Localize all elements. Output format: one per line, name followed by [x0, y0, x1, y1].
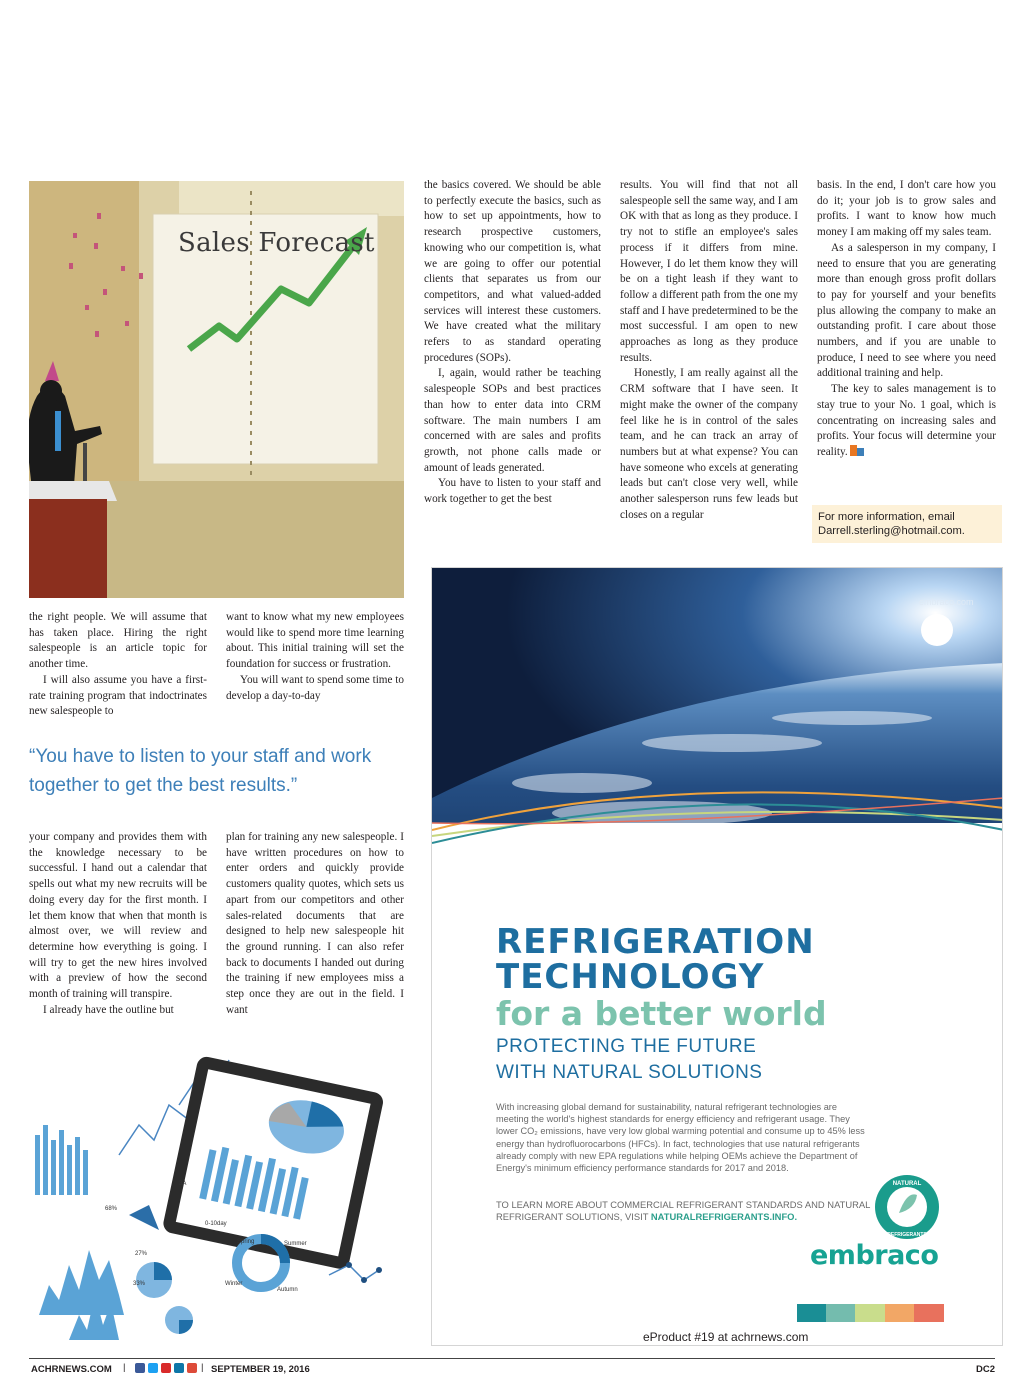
col3-para-1: basis. In the end, I don't care how you do it; your job is to grow sales and profits. I want to know how much money I am making off my sales team. [817, 179, 996, 239]
article-column-1 [424, 178, 601, 508]
col3-para-3-text: The key to sales management is to stay true to your No. 1 goal, which is concentrating on increasing sales and profits. Your focus will determine your reality. [817, 383, 996, 458]
info-line-1: For more information, email [818, 511, 955, 523]
left-a-para-1: the right people. We will assume that has taken place. Hiring the right salespeople is an article topic for another time. [29, 611, 207, 671]
article-column-left-b [226, 610, 404, 704]
ad-headline [496, 922, 815, 997]
article-column-left-c [29, 830, 207, 1018]
col1-para-3: You have to listen to your staff and work together to get the best [424, 477, 601, 506]
article-column-left-d [226, 830, 404, 1018]
color-swatch-1 [797, 1304, 826, 1322]
natural-refrigerants-badge-icon [873, 1173, 941, 1241]
color-swatch-3 [855, 1304, 885, 1322]
footer-date: SEPTEMBER 19, 2016 [211, 1364, 310, 1375]
col2-para-1: results. You will find that not all salespeople sell the same way, and I am OK with that as long as they produce. I try not to stifle an employee's sales process if it differs from mine. However, I do let them know they will be on a tight leash if they want to follow a different path from the one my staff and I have predetermined to be the most successful. I am open to new approaches as long as they produce results. [620, 179, 798, 364]
infographic-label-4: 3A [179, 1181, 187, 1187]
eproduct-reference[interactable]: eProduct #19 at achrnews.com [643, 1330, 809, 1344]
embraco-advertisement[interactable] [431, 567, 1003, 1346]
end-mark-icon [850, 445, 864, 457]
left-a-para-2: I will also assume you have a first-rate training program that indoctrinates new salespeople to [29, 673, 207, 718]
ad-headline-line-2: TECHNOLOGY [496, 957, 765, 997]
footer-site[interactable]: ACHRNEWS.COM [31, 1364, 112, 1375]
ad-call-to-action [496, 1199, 876, 1223]
ad-sub-line-2: WITH NATURAL SOLUTIONS [496, 1062, 763, 1083]
youtube-icon[interactable] [161, 1363, 171, 1373]
ad-tagline: for a better world [496, 994, 827, 1033]
linkedin-icon[interactable] [174, 1363, 184, 1373]
col2-para-2: Honestly, I am really against all the CRM software that I have seen. It might make the owner of the company feel like he is in control of the sales team, and he can track an array of numbers but at what expense? You can have someone who excels at generating leads but can't close very well, while another salesperson runs few leads but closes on a regular [620, 367, 798, 521]
facebook-icon[interactable] [135, 1363, 145, 1373]
col1-para-2: I, again, would rather be teaching salespeople SOPs and best practices than how to enter data into CRM software. The main numbers I am concerned with are sales and profits growth, not phone calls made or amount of leads generated. [424, 367, 601, 474]
ad-color-bar [797, 1304, 944, 1322]
analytics-illustration [29, 1045, 409, 1345]
ad-url[interactable]: embraco.com [919, 597, 974, 607]
left-b-para-2: You will want to spend some time to develop a day-to-day [226, 673, 404, 702]
earth-from-space-image [432, 568, 1003, 908]
googleplus-icon[interactable] [187, 1363, 197, 1373]
color-swatch-4 [885, 1304, 914, 1322]
article-column-2 [620, 178, 798, 523]
footer-divider-2: | [201, 1362, 204, 1373]
infographic-label-7: Summer [284, 1241, 307, 1247]
pull-quote: “You have to listen to your staff and work together to get the best results.” [29, 746, 372, 796]
col3-para-2: As a salesperson in my company, I need to ensure that you are generating more than enough gross profit dollars to pay for yourself and your benefits plus allowing the company to make an outstanding profit. I care about those numbers, and if you are unable to produce, I need to see where you need additional training and help. [817, 241, 996, 380]
page-footer [29, 1358, 995, 1381]
twitter-icon[interactable] [148, 1363, 158, 1373]
info-box [812, 505, 1002, 543]
footer-divider: | [123, 1362, 126, 1373]
ad-body-text: With increasing global demand for sustainability, natural refrigerant technologies are meeting the world's highest standards for energy efficiency and refrigerant usage. They lower CO₂ emissions, have very low global warming potential and consume up to 45% less energy than hydrofluorocarbons (HFCs). In fact, technologies that use natural refrigerants already comply with new EPA regulations while helping OEMs achieve the Department of Energy's minimum efficiency performance standards for 2017 and 2018. [496, 1102, 865, 1174]
article-column-3 [817, 178, 996, 461]
ad-subheadline [496, 1034, 826, 1086]
infographic-label-9: Winter [225, 1281, 243, 1287]
color-swatch-2 [826, 1304, 855, 1322]
page-number: DC2 [975, 1364, 995, 1375]
infographic-label-3: 33% [133, 1281, 146, 1287]
sales-forecast-illustration [29, 181, 404, 598]
info-email[interactable]: Darrell.sterling@hotmail.com. [818, 525, 965, 537]
infographic-label-8: Autumn [277, 1287, 298, 1293]
infographic-label-5: 0-10day [205, 1221, 227, 1227]
infographic-label-2: 27% [135, 1251, 148, 1257]
board-title: Sales Forecast [178, 228, 375, 258]
ad-headline-line-1: REFRIGERATION [496, 922, 815, 962]
embraco-logo: embraco [810, 1240, 939, 1271]
left-d-para-1: plan for training any new salespeople. I have written procedures on how to enter orders and quickly provide customers quality quotes, which sets us apart from our competitors and other sales-related documents that are designed to help new salespeople hit the ground running. I can also refer back to documents I handed out during the training if new employees miss a step once they are out in the field. I want [226, 831, 404, 1016]
left-b-para-1: want to know what my new employees would like to spend more time learning about. This initial training will set the foundation for success or frustration. [226, 611, 404, 671]
left-c-para-1: your company and provides them with the knowledge necessary to be successful. I hand out a calendar that spells out what my new recruits will be doing every day for the first month. I let them know that when that month is almost over, we will review and determine how everything is going. I will try to get the new hires involved with a preview of how the second month of training will transpire. [29, 831, 207, 1001]
col3-para-3 [817, 382, 996, 461]
article-column-left-a [29, 610, 207, 720]
infographic-label-6: Spring [237, 1239, 255, 1245]
badge-top-text: NATURAL [892, 1181, 922, 1187]
badge-bottom-text: REFRIGERANTS [887, 1232, 927, 1238]
ad-cta-text: TO LEARN MORE ABOUT COMMERCIAL REFRIGERANT STANDARDS AND NATURAL REFRIGERANT SOLUTIONS, VISIT [496, 1199, 871, 1223]
col1-para-1: the basics covered. We should be able to perfectly execute the basics, such as how to set up appointments, how to research prospective customers, knowing who our competition is, what we are going to offer our potential clients that separates us from our competitors, and what valued-added services will interest these customers. We have created what the military refers to as standard operating procedures (SOPs). [424, 179, 601, 364]
color-swatch-5 [914, 1304, 944, 1322]
infographic-label-1: 68% [105, 1206, 118, 1212]
ad-sub-line-1: PROTECTING THE FUTURE [496, 1036, 757, 1057]
ad-cta-link[interactable]: NATURALREFRIGERANTS.INFO. [650, 1211, 798, 1223]
left-c-para-2: I already have the outline but [43, 1003, 174, 1016]
